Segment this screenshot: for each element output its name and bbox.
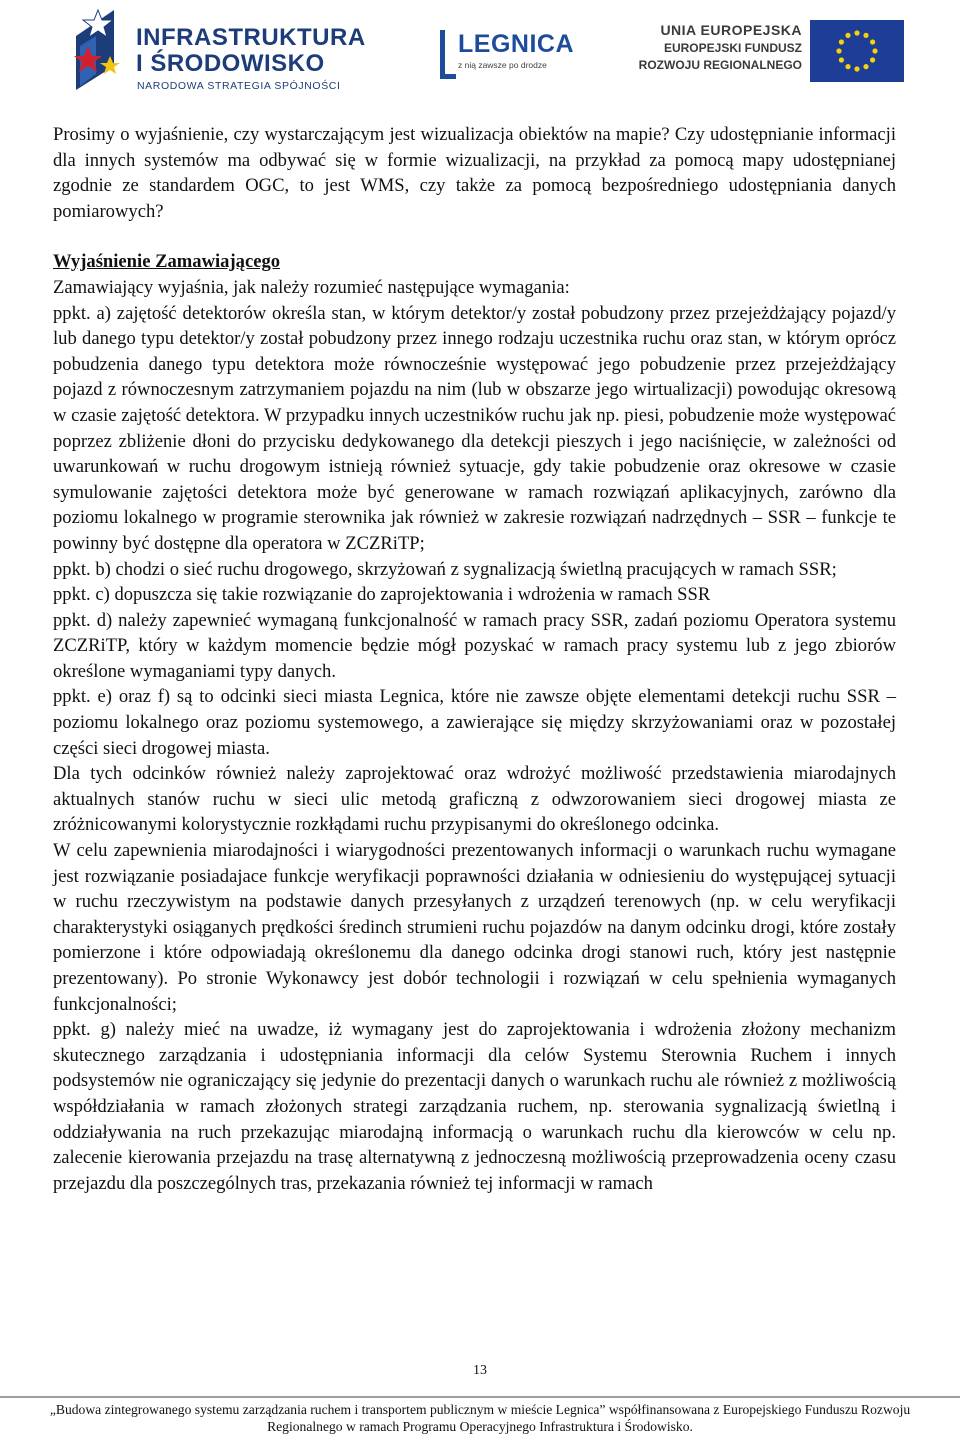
question-paragraph: Prosimy o wyjaśnienie, czy wystarczającym jest wizualizacja obiektów na mapie? Czy udostępnianie informacji dla innych systemów ma odbywać się w formie wizualizacji, na przykład za pomocą mapy udostępnianej zgodnie ze standardem OGC, to jest WMS, czy także za pomocą bezpośredniego udostępniania danych pomiarowych? [53,124,896,222]
paragraph-g: ppkt. g) należy mieć na uwadze, iż wymagany jest do zaprojektowania i wdrożenia złożony mechanizm skutecznego zarządzania i udostępniania informacji dla celów Systemu Sterownia Ruchem i innych podsystemów nie ograniczający się jedynie do prezentacji danych o warunkach ruchu ale również z możliwością współdziałania w ramach złożonych strategi zarządzania ruchem, np. sterowania sygnalizacją świetlną i oddziaływania na ruch przekazując miarodajną informacją o warunkach ruchu dla kierowców w celu np. zalecenie kierowania przejazdu na trasę alternatywną z jednoczesną możliwością przeprowadzenia oceny czasu przejazdu dla poszczególnych tras, przekazania również tej informacji w ramach [53,1019,896,1194]
infrastruktura-srodowisko-logo [66,6,366,96]
document-body [53,122,896,1196]
footer-line2: Regionalnego w ramach Programu Operacyjnego Infrastruktura i Środowisko. [267,1419,693,1434]
paragraph-c: ppkt. c) dopuszcza się takie rozwiązanie do zaprojektowania i wdrożenia w ramach SSR [53,584,711,606]
section-heading: Wyjaśnienie Zamawiającego [53,251,281,273]
eu-line1: UNIA EUROPEJSKA [660,22,802,38]
page-header [0,0,960,110]
logo-title-line2: I ŚRODOWISKO [136,50,325,77]
eu-line3: ROZWOJU REGIONALNEGO [638,58,802,72]
eu-flag-icon [810,20,904,82]
logo-title-line1: INFRASTRUKTURA [136,24,366,51]
nss-emblem-icon [66,6,128,96]
eu-line2: EUROPEJSKI FUNDUSZ [663,41,802,55]
legnica-mark-icon [438,30,456,84]
legnica-logo [438,20,588,84]
city-name: LEGNICA [458,30,574,58]
paragraph-a: ppkt. a) zajętość detektorów określa stan, w którym detektor/y został pobudzony przez przejeżdżający pojazd/y lub danego typu detektor/y został pobudzony przez innego rodzaju uczestnika ruchu oraz stan, w którym oprócz pobudzenia danego typu detektora może równocześnie występować jego pobudzenie przez przejeżdżający pojazd z równoczesnym zatrzymaniem pojazdu na nim (lub w obszarze jego wirtualizacji) powodując okresową w czasie zajętość detektora. W przypadku innych uczestników ruchu jak np. piesi, pobudzenie może występować poprzez zbliżenie dłoni do przycisku dedykowanego dla detekcji pieszych i jego naciśnięcie, w zależności od uwarunkowań w ruchu drogowym istnieją również sytuacje, gdy takie pobudzenie oraz okresowe w czasie symulowanie zajętości detektora może być generowane w ramach rozwiązań aplikacyjnych, zarówno dla poziomu lokalnego w programie sterownika jak również w zakresie rozwiązań nadrzędnych – SSR – funkcje te powinny być dostępne dla operatora w ZCZRiTP; [53,302,896,554]
footer-divider [0,1396,960,1398]
footer-line1: „Budowa zintegrowanego systemu zarządzania ruchem i transportem publicznym w mieście Legnica” współfinansowana z Europejskiego Funduszu Rozwoju [49,1402,911,1417]
paragraph-d: ppkt. d) należy zapewnieć wymaganą funkcjonalność w ramach pracy SSR, zadań poziomu Operatora systemu ZCZRiTP, który w każdym momencie będzie mógł pozyskać w ramach pracy systemu lub z jego zbiorów określone wymaganiami typy danych. [53,609,896,682]
paragraph-b: ppkt. b) chodzi o sieć ruchu drogowego, skrzyżowań z sygnalizacją świetlną pracujących w ramach SSR; [53,558,837,580]
intro-paragraph: Zamawiający wyjaśnia, jak należy rozumieć następujące wymagania: [53,276,570,298]
paragraph-segments: Dla tych odcinków również należy zaprojektować oraz wdrożyć możliwość przedstawienia miarodajnych aktualnych stanów ruchu w sieci ulic metodą graficzną z odwzorowaniem sieci drogowej miasta ze zróżnicowanymi kolorystycznie rozkłądami ruchu przypisanymi do określonego odcinka. [53,763,896,836]
page-number: 13 [473,1363,487,1378]
paragraph-reliability: W celu zapewnienia miarodajności i wiarygodności prezentowanych informacji o warunkach ruchu wymagane jest rozwiązanie posiadajace funkcje weryfikacji poprawności działania w odniesieniu do występującej sytuacji w ruchu rzeczywistym na podstawie danych przesyłanych z urządzeń terenowych (np. w celu weryfikacji charakterystyki osiąganych prędkości średinch strumieni ruchu pojazdów na danym odcinku drogi, które zostały pomierzone i które odpowiadają określonemu dla danego odcinka drogi stanowi ruch, który jest następnie prezentowany). Po stronie Wykonawcy jest dobór technologii i rozwiązań w celu spełnienia wymaganych funkcjonalności; [53,840,896,1015]
page-footer [0,1401,960,1435]
eu-logo [640,16,910,86]
city-tagline: z nią zawsze po drodze [458,60,547,70]
paragraph-ef: ppkt. e) oraz f) są to odcinki sieci miasta Legnica, które nie zawsze objęte elementami detekcji ruchu SSR – poziomu lokalnego oraz poziomu systemowego, a zawierające się między skrzyżowaniami oraz w pozostałej części sieci drogowej miasta. [53,686,896,759]
logo-subtitle: NARODOWA STRATEGIA SPÓJNOŚCI [137,80,341,92]
